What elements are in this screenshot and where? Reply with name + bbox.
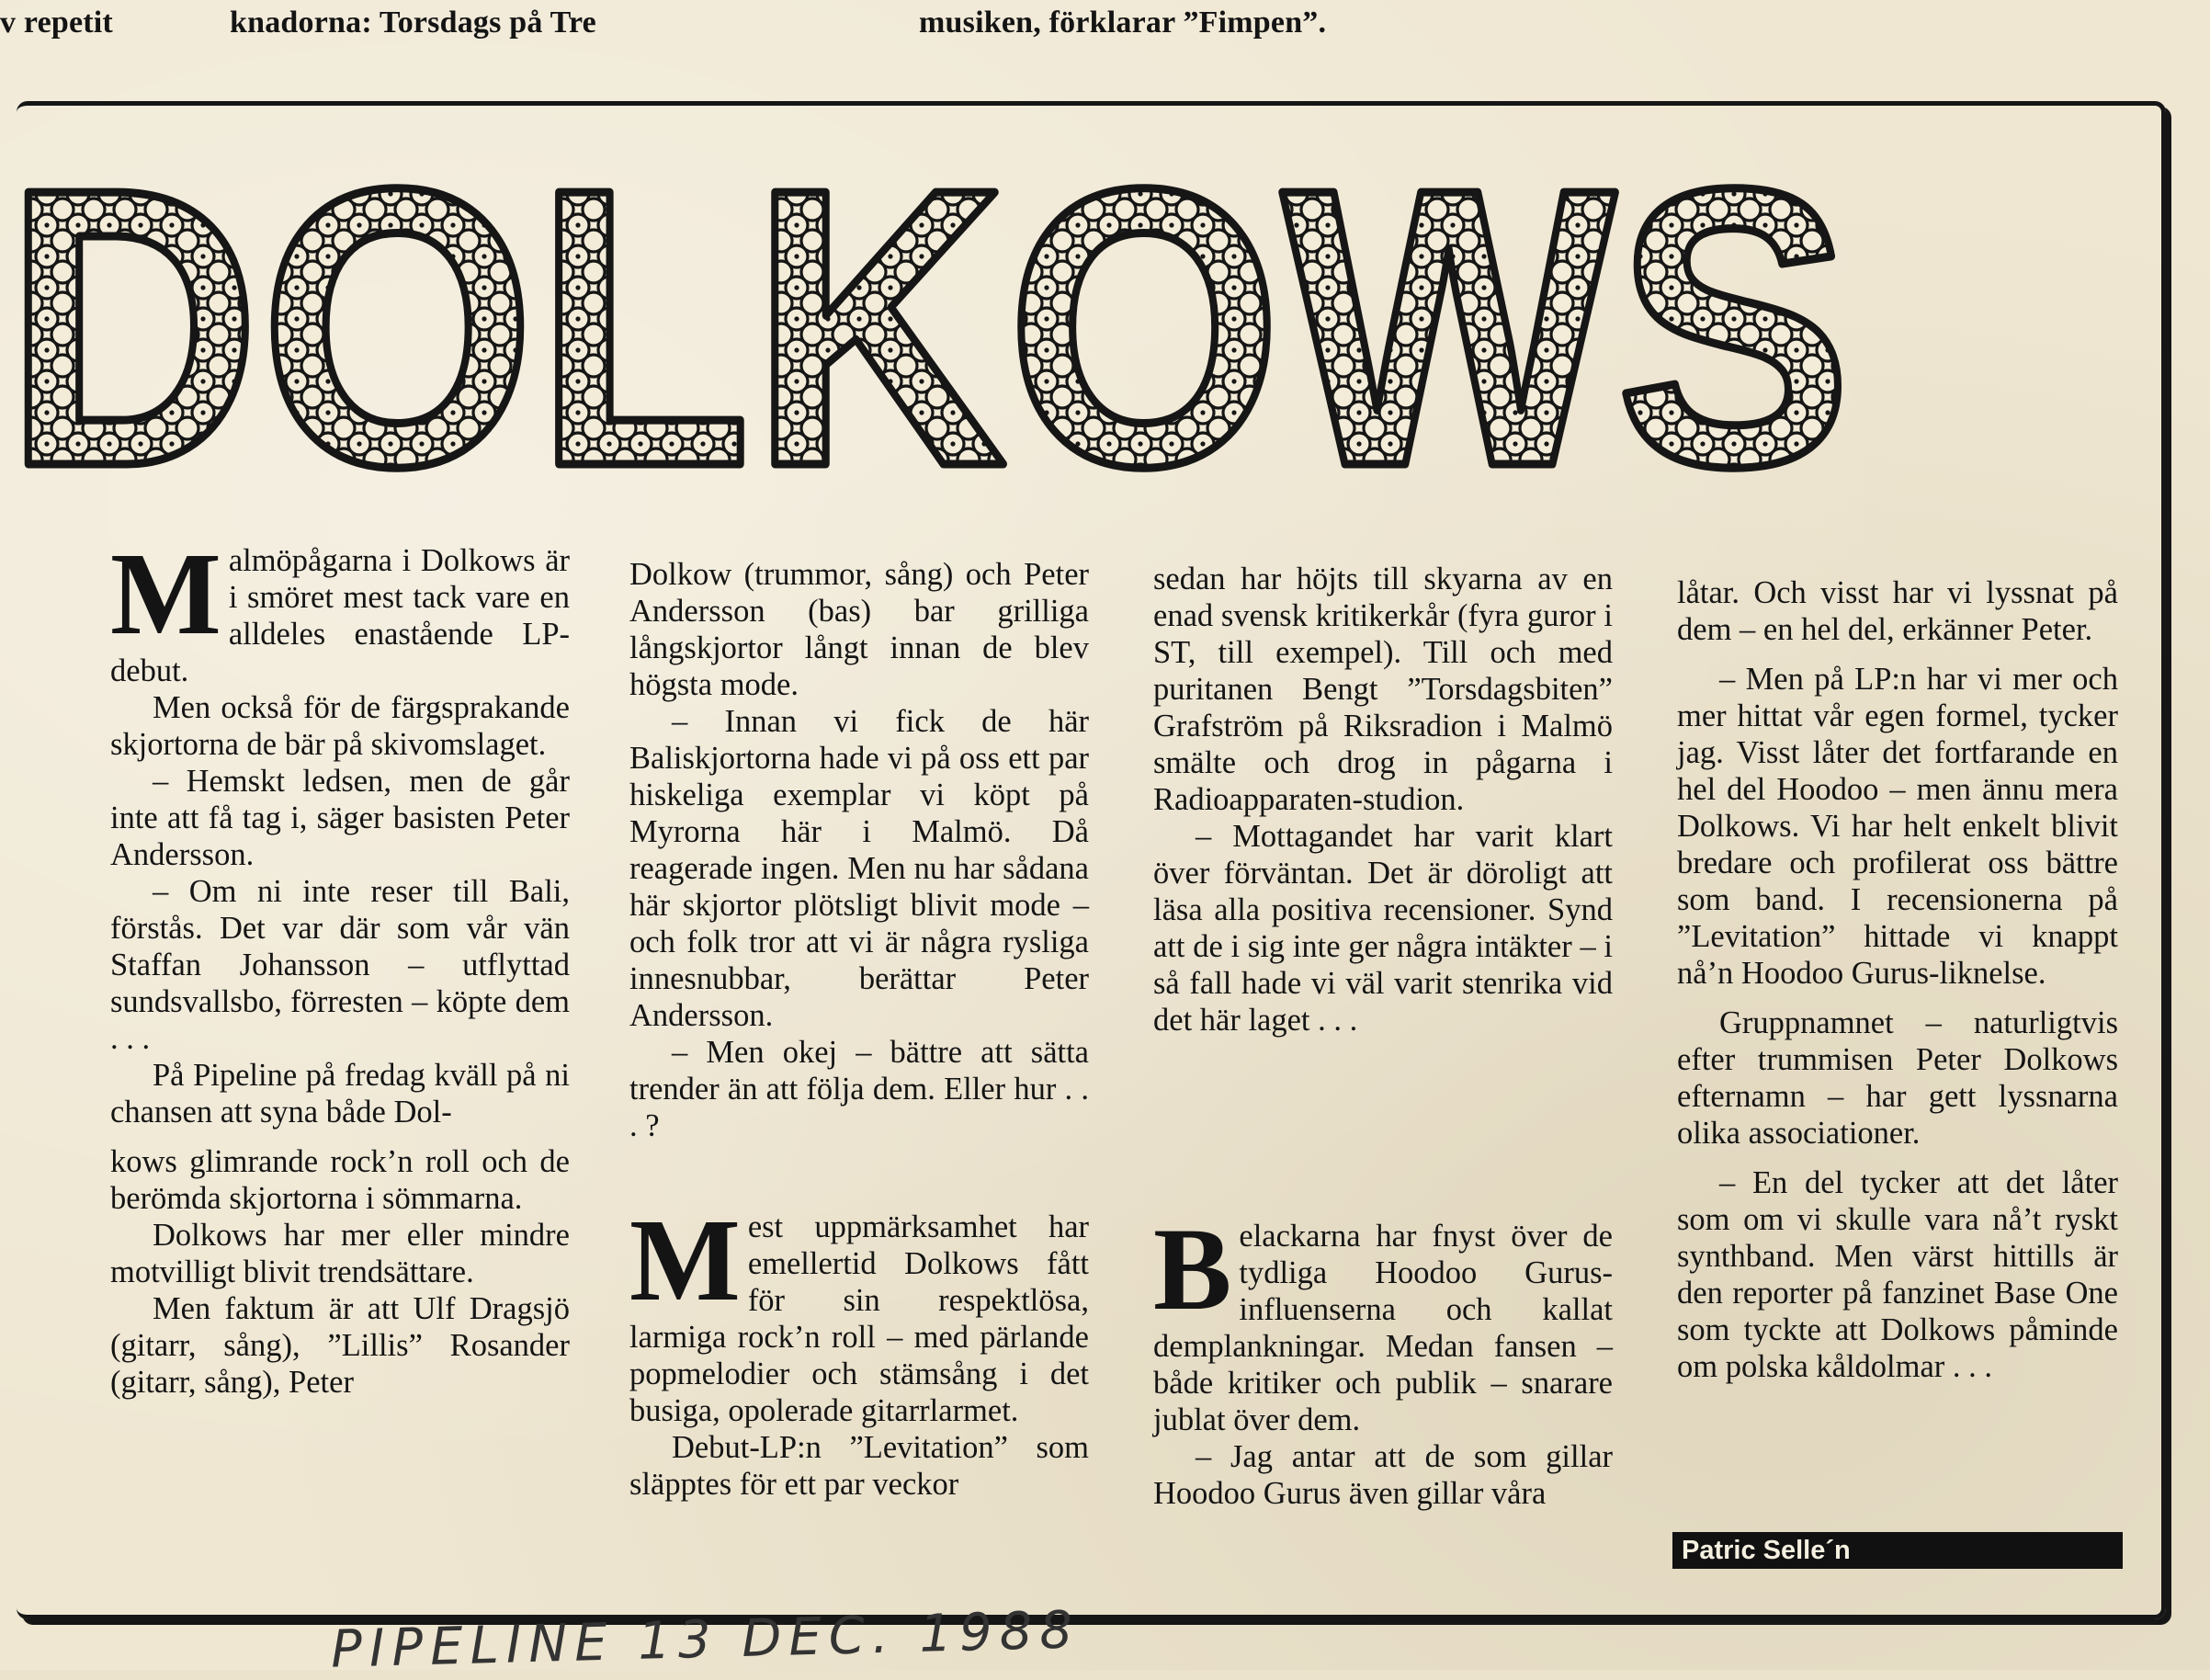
paragraph: Dolkows har mer eller mindre motvilligt blivit trendsättare. [110, 1218, 570, 1289]
paragraph: På Pipeline på fredag kväll på ni chansen att syna både Dol- [110, 1058, 570, 1129]
author-byline: Patric Selle´n [1672, 1532, 2123, 1569]
article-column-2-lower [629, 1195, 1089, 1503]
drop-cap: M [629, 1195, 741, 1325]
paragraph: Debut-LP:n ”Levitation” som släpptes för ett par veckor [629, 1430, 1089, 1502]
drop-cap: M [110, 528, 221, 659]
paragraph: elackarna har fnyst över de tydliga Hoodoo Gurus-influenserna och kallat demplankningar. Medan fansen – både kritiker och publik – snarare jublat över dem. [1153, 1219, 1613, 1437]
paragraph: Men också för de färgsprakande skjortorna de bär på skivomslaget. [110, 690, 570, 762]
paragraph: Dolkow (trummor, sång) och Peter Andersson (bas) bar grilliga långskjortor långt innan de blev högsta mode. [629, 557, 1089, 702]
article-column-2 [629, 556, 1089, 1144]
headline-text: DOLKOWS [5, 108, 1852, 549]
paragraph: – Hemskt ledsen, men de går inte att få tag i, säger basisten Peter Andersson. [110, 764, 570, 872]
paragraph: låtar. Och visst har vi lyssnat på dem – en hel del, erkänner Peter. [1677, 575, 2118, 647]
drop-cap: B [1153, 1204, 1232, 1334]
paragraph: – Men på LP:n har vi mer och mer hittat vår egen formel, tycker jag. Visst låter det fortfarande en hel del Hoodoo – men ännu mera Dolkows. Vi har helt enkelt blivit bredare och profilerat oss bättre som band. I recensionerna på ”Levitation” hittade vi knappt nå’n Hoodoo Gurus-liknelse. [1677, 662, 2118, 991]
paragraph: almöpågarna i Dolkows är i smöret mest tack vare en alldeles enastående LP-debut. [110, 543, 570, 688]
paragraph: Gruppnamnet – naturligtvis efter trummisen Peter Dolkows efternamn – har gett lyssnarna olika associationer. [1677, 1005, 2118, 1151]
paragraph: – En del tycker att det låter som om vi skulle vara nå’t ryskt synthband. Men värst hittills är den reporter på fanzinet Base One som tyckte att Dolkows påminde om polska kåldolmar . . . [1677, 1165, 2118, 1384]
snippet-top-left: v repetit [0, 6, 113, 40]
article-column-4 [1677, 574, 2118, 1385]
paragraph: – Men okej – bättre att sätta trender än att följa dem. Eller hur . . . ? [629, 1035, 1089, 1143]
paragraph: – Innan vi fick de här Baliskjortorna hade vi på oss ett par hiskeliga exemplar vi köpt på Myrorna här i Malmö. Då reagerade ingen. Men nu har sådana här skjortor plötsligt blivit mode – och folk tror att vi är några rysliga innesnubbar, berättar Peter Andersson. [629, 704, 1089, 1033]
snippet-top-mid-left: knadorna: Torsdags på Tre [230, 6, 596, 40]
handwritten-note: PIPELINE 13 DEC. 1988 [330, 1600, 1081, 1680]
article-column-1 [110, 528, 570, 1401]
article-column-3 [1153, 561, 1613, 1039]
headline-graphic [0, 108, 1856, 549]
paragraph: – Om ni inte reser till Bali, förstås. Det var där som vår vän Staffan Johansson – utflyttad sundsvallsbo, förresten – köpte dem . . . [110, 874, 570, 1056]
paragraph: – Mottagandet har varit klart över förväntan. Det är döroligt att läsa alla positiva recensioner. Synd att de i sig inte ger några intäkter – i så fall hade vi väl varit stenrika vid det här laget . . . [1153, 819, 1613, 1038]
paragraph: sedan har höjts till skyarna av en enad svensk kritikerkår (fyra guror i ST, till exempel). Till och med puritanen Bengt ”Torsdagsbiten” Grafström på Riksradion i Malmö smälte och drog in pågarna i Radioapparaten-studion. [1153, 562, 1613, 817]
paragraph: est uppmärksamhet har emellertid Dolkows fått för sin respektlösa, larmiga rock’n roll – med pärlande popmelodier och stämsång i det busiga, opolerade gitarrlarmet. [629, 1209, 1089, 1428]
article-column-3-lower [1153, 1204, 1613, 1512]
snippet-top-mid: musiken, förklarar ”Fimpen”. [919, 6, 1327, 40]
paragraph: – Jag antar att de som gillar Hoodoo Gurus även gillar våra [1153, 1439, 1613, 1511]
paragraph: Men faktum är att Ulf Dragsjö (gitarr, sång), ”Lillis” Rosander (gitarr, sång), Peter [110, 1291, 570, 1400]
paragraph: kows glimrande rock’n roll och de berömda skjortorna i sömmarna. [110, 1144, 570, 1216]
